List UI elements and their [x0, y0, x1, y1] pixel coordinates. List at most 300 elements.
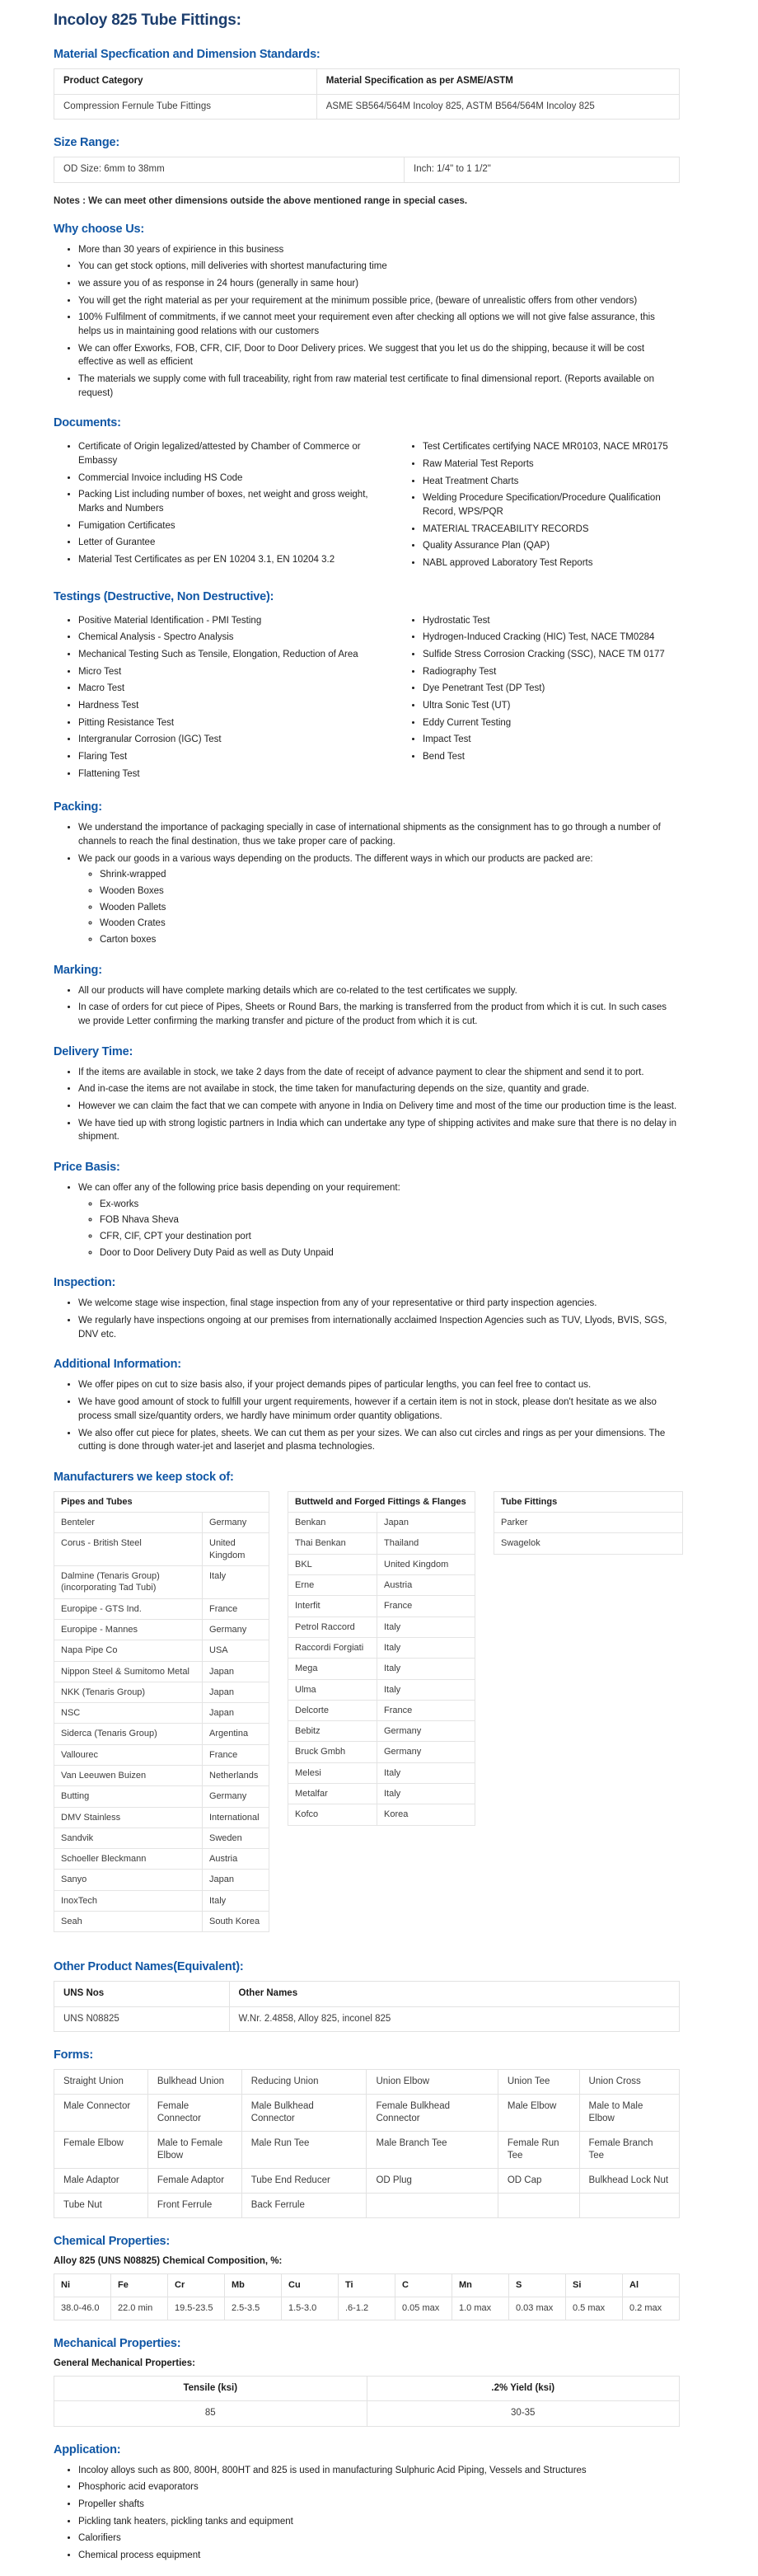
table-row [54, 1849, 269, 1870]
list-item: • NABL approved Laboratory Test Reports [423, 556, 680, 570]
list-item: • Fumigation Certificates [78, 519, 381, 533]
list-item: • Raw Material Test Reports [423, 457, 680, 472]
list-item: • 100% Fulfilment of commitments, if we cannot meet your requirement even after checking all options we will not give false assurance, this helps us in maintaining good relations with our customers [78, 311, 680, 338]
country-cell: France [203, 1598, 269, 1619]
list-item: • Incoloy alloys such as 800, 800H, 800HT and 825 is used in manufacturing Sulphuric Acid Piping, Vessels and Structures [78, 2464, 680, 2478]
country-cell: Italy [203, 1890, 269, 1911]
table-cell [367, 2194, 498, 2218]
table-cell: OD Cap [498, 2169, 579, 2194]
table-cell: ASME SB564/564M Incoloy 825, ASTM B564/564M Incoloy 825 [316, 94, 679, 120]
element-header: Al [623, 2273, 680, 2297]
manufacturer-cell: Benkan [288, 1513, 377, 1533]
country-cell: France [203, 1744, 269, 1765]
why-choose-list [54, 243, 680, 401]
list-item: • Quality Assurance Plan (QAP) [423, 539, 680, 553]
element-header: Fe [111, 2273, 168, 2297]
country-cell: USA [203, 1640, 269, 1661]
list-item-text: We pack our goods in a various ways depending on the products. The different ways in which our products are packed are: [78, 853, 593, 864]
manufacturer-cell: Van Leeuwen Buizen [54, 1766, 203, 1786]
section-heading-other-names: Other Product Names(Equivalent): [54, 1960, 244, 1974]
country-cell: Germany [203, 1513, 269, 1533]
country-cell: Italy [377, 1616, 475, 1637]
composition-value: 0.5 max [566, 2297, 623, 2320]
section-heading-material-spec: Material Specfication and Dimension Standards: [54, 48, 321, 61]
table-row [288, 1762, 475, 1783]
table-cell: W.Nr. 2.4858, Alloy 825, inconel 825 [229, 2006, 679, 2032]
table-cell: Tube Nut [54, 2194, 148, 2218]
element-header: Si [566, 2273, 623, 2297]
country-cell: Germany [203, 1786, 269, 1807]
list-item [78, 821, 680, 848]
table-row [54, 157, 680, 183]
list-item: • Heat Treatment Charts [423, 475, 680, 489]
table-cell: Bulkhead Union [147, 2070, 241, 2095]
sub-list-item: ◦ Door to Door Delivery Duty Paid as well as Duty Unpaid [100, 1246, 680, 1260]
table-cell: Straight Union [54, 2070, 148, 2095]
manufacturer-cell: Bebitz [288, 1721, 377, 1742]
application-list [54, 2464, 680, 2563]
list-item: • Hydrostatic Test [423, 614, 680, 628]
table-row [54, 2070, 680, 2095]
country-cell: Austria [203, 1849, 269, 1870]
table-row [54, 1640, 269, 1661]
list-item: • Ultra Sonic Test (UT) [423, 699, 680, 713]
list-item: • we assure you of as response in 24 hours (generally in same hour) [78, 277, 680, 291]
table-row [494, 1513, 683, 1533]
page-title: Incoloy 825 Tube Fittings: [54, 12, 241, 29]
list-item [78, 852, 680, 947]
manufacturer-cell: Ulma [288, 1679, 377, 1700]
list-item: • MATERIAL TRACEABILITY RECORDS [423, 523, 680, 537]
delivery-list [54, 1066, 680, 1144]
table-row [54, 1870, 269, 1890]
table-row [288, 1533, 475, 1554]
table-header-row [54, 1982, 680, 2007]
table-cell: Male Bulkhead Connector [241, 2095, 367, 2132]
table-row [54, 1724, 269, 1744]
marking-list [54, 984, 680, 1029]
sub-list-item: ◦ Wooden Crates [100, 917, 680, 931]
country-cell: Italy [377, 1679, 475, 1700]
list-item: • Test Certificates certifying NACE MR0103, NACE MR0175 [423, 440, 680, 454]
manufacturer-cell: Thai Benkan [288, 1533, 377, 1554]
list-item: • The materials we supply come with full traceability, right from raw material test certificate to final dimensional report. (Reports available on request) [78, 373, 680, 400]
list-item: • Flattening Test [78, 767, 381, 781]
list-item: • Macro Test [78, 682, 381, 696]
list-item: • All our products will have complete marking details which are co-related to the test certificates we supply. [78, 984, 680, 998]
list-item: • Eddy Current Testing [423, 716, 680, 730]
table-cell: OD Size: 6mm to 38mm [54, 157, 405, 183]
country-cell: South Korea [203, 1912, 269, 1932]
list-item [78, 1181, 680, 1260]
table-row [54, 1912, 269, 1932]
manufacturer-cell: Europipe - Mannes [54, 1619, 203, 1640]
composition-value: 22.0 min [111, 2297, 168, 2320]
table-title: Buttweld and Forged Fittings & Flanges [288, 1491, 475, 1512]
element-header: Mn [452, 2273, 509, 2297]
country-cell: Italy [377, 1762, 475, 1783]
section-heading-manufacturers: Manufacturers we keep stock of: [54, 1470, 234, 1484]
list-item: • More than 30 years of expirience in this business [78, 243, 680, 257]
table-cell: Female Branch Tee [579, 2132, 679, 2169]
list-item: • Intergranular Corrosion (IGC) Test [78, 733, 381, 747]
table-row [54, 1703, 269, 1724]
country-cell: Japan [377, 1513, 475, 1533]
list-item: • Chemical process equipment [78, 2549, 680, 2563]
list-item: • Radiography Test [423, 665, 680, 679]
table-row [54, 1890, 269, 1911]
size-range-table [54, 157, 680, 183]
manufacturer-cell: Europipe - GTS Ind. [54, 1598, 203, 1619]
manufacturer-cell: Dalmine (Tenaris Group) (incorporating Tad Tubi) [54, 1566, 203, 1599]
mechanical-properties-table [54, 2376, 680, 2427]
table-row [288, 1700, 475, 1720]
table-cell: Bulkhead Lock Nut [579, 2169, 679, 2194]
manufacturer-cell: Bruck Gmbh [288, 1742, 377, 1762]
country-cell: Japan [203, 1703, 269, 1724]
manufacturer-cell: Parker [494, 1513, 683, 1533]
country-cell: Germany [203, 1619, 269, 1640]
list-item: • Positive Material Identification - PMI Testing [78, 614, 381, 628]
composition-value: 0.2 max [623, 2297, 680, 2320]
table-header-row [494, 1491, 683, 1512]
table-title: Pipes and Tubes [54, 1491, 269, 1512]
sub-list-item: ◦ Carton boxes [100, 933, 680, 947]
testings-list-right [398, 614, 680, 785]
list-item: • Micro Test [78, 665, 381, 679]
column-header: Other Names [229, 1982, 679, 2007]
list-item: • We can offer Exworks, FOB, CFR, CIF, Door to Door Delivery prices. We suggest that you let us do the shipping, because it will be cost effective as well as efficient [78, 342, 680, 369]
table-cell: Female Elbow [54, 2132, 148, 2169]
table-row [288, 1637, 475, 1658]
manufacturer-cell: Melesi [288, 1762, 377, 1783]
element-header: C [395, 2273, 452, 2297]
manufacturer-cell: Delcorte [288, 1700, 377, 1720]
column-header: Tensile (ksi) [54, 2376, 367, 2401]
table-header-row [288, 1491, 475, 1512]
table-row [54, 2169, 680, 2194]
manufacturer-cell: Sandvik [54, 1828, 203, 1848]
manufacturer-cell: Kofco [288, 1804, 377, 1825]
list-item: • Pitting Resistance Test [78, 716, 381, 730]
manufacturer-cell: InoxTech [54, 1890, 203, 1911]
composition-value: 2.5-3.5 [225, 2297, 282, 2320]
table-cell: Reducing Union [241, 2070, 367, 2095]
table-cell: Union Elbow [367, 2070, 498, 2095]
sub-list-item: ◦ Wooden Boxes [100, 884, 680, 899]
table-cell: Compression Fernule Tube Fittings [54, 94, 317, 120]
table-cell: Male to Male Elbow [579, 2095, 679, 2132]
manufacturer-cell: Mega [288, 1659, 377, 1679]
country-cell: Italy [203, 1566, 269, 1599]
composition-value: 1.0 max [452, 2297, 509, 2320]
country-cell: France [377, 1700, 475, 1720]
manufacturer-cell: Corus - British Steel [54, 1533, 203, 1566]
country-cell: Korea [377, 1804, 475, 1825]
manufacturer-cell: Metalfar [288, 1784, 377, 1804]
table-row [288, 1575, 475, 1596]
documents-columns [54, 437, 680, 573]
table-row [288, 1596, 475, 1616]
section-heading-size-range: Size Range: [54, 136, 119, 150]
inspection-list [54, 1297, 680, 1341]
table-cell: Male Connector [54, 2095, 148, 2132]
sub-list-item: ◦ Ex-works [100, 1198, 680, 1212]
sub-list-item: ◦ Wooden Pallets [100, 901, 680, 915]
column-header: Product Category [54, 69, 317, 95]
manufacturer-cell: Seah [54, 1912, 203, 1932]
list-item: • If the items are available in stock, we take 2 days from the date of receipt of advance payment to clear the shipment and send it to port. [78, 1066, 680, 1080]
list-item: • Bend Test [423, 750, 680, 764]
section-heading-chemical: Chemical Properties: [54, 2234, 171, 2248]
sub-list-item: ◦ FOB Nhava Sheva [100, 1213, 680, 1227]
table-cell: Front Ferrule [147, 2194, 241, 2218]
column-header: UNS Nos [54, 1982, 230, 2007]
country-cell: Germany [377, 1742, 475, 1762]
section-heading-price-basis: Price Basis: [54, 1161, 120, 1175]
table-cell: Female Run Tee [498, 2132, 579, 2169]
element-header: Mb [225, 2273, 282, 2297]
forms-table [54, 2069, 680, 2218]
table-header-row [54, 2273, 680, 2297]
list-item: • You can get stock options, mill deliveries with shortest manufacturing time [78, 260, 680, 274]
element-header: Ti [339, 2273, 395, 2297]
table-title: Tube Fittings [494, 1491, 683, 1512]
material-spec-table [54, 68, 680, 120]
list-item: • Pickling tank heaters, pickling tanks and equipment [78, 2515, 680, 2529]
list-item: • Flaring Test [78, 750, 381, 764]
table-row [288, 1784, 475, 1804]
other-names-table [54, 1981, 680, 2032]
table-row [54, 2401, 680, 2427]
list-item: • Impact Test [423, 733, 680, 747]
table-cell: Female Bulkhead Connector [367, 2095, 498, 2132]
manufacturer-cell: NSC [54, 1703, 203, 1724]
table-cell: UNS N08825 [54, 2006, 230, 2032]
table-cell: Back Ferrule [241, 2194, 367, 2218]
table-cell [498, 2194, 579, 2218]
table-row [288, 1804, 475, 1825]
country-cell: Germany [377, 1721, 475, 1742]
section-heading-additional-info: Additional Information: [54, 1358, 181, 1372]
table-row [54, 1682, 269, 1702]
composition-value: .6-1.2 [339, 2297, 395, 2320]
documents-list-right [398, 440, 680, 573]
list-item: • Calorifiers [78, 2531, 680, 2546]
buttweld-fittings-table [288, 1491, 475, 1826]
element-header: Cu [282, 2273, 339, 2297]
list-item: • And in-case the items are not availabe in stock, the time taken for manufacturing depends on the size, quantity and grade. [78, 1082, 680, 1096]
table-header-row [54, 1491, 269, 1512]
table-row [54, 1786, 269, 1807]
country-cell: Japan [203, 1870, 269, 1890]
table-cell: Inch: 1/4" to 1 1/2" [405, 157, 680, 183]
table-row [54, 1766, 269, 1786]
table-row [54, 1807, 269, 1828]
country-cell: France [377, 1596, 475, 1616]
table-cell [579, 2194, 679, 2218]
sub-list-item: ◦ CFR, CIF, CPT your destination port [100, 1230, 680, 1244]
manufacturer-cell: BKL [288, 1554, 377, 1574]
table-row [54, 1828, 269, 1848]
element-header: Cr [168, 2273, 225, 2297]
table-row [54, 1566, 269, 1599]
composition-value: 19.5-23.5 [168, 2297, 225, 2320]
table-row [54, 1533, 269, 1566]
list-item: • Commercial Invoice including HS Code [78, 472, 381, 486]
mechanical-subtitle: General Mechanical Properties: [54, 2358, 195, 2368]
manufacturer-cell: Sanyo [54, 1870, 203, 1890]
manufacturer-cell: Benteler [54, 1513, 203, 1533]
country-cell: Argentina [203, 1724, 269, 1744]
chemical-subtitle: Alloy 825 (UNS N08825) Chemical Composition, %: [54, 2255, 283, 2266]
table-cell: Union Tee [498, 2070, 579, 2095]
table-row [54, 1619, 269, 1640]
list-item: • Sulfide Stress Corrosion Cracking (SSC), NACE TM 0177 [423, 648, 680, 662]
table-row [54, 2297, 680, 2320]
table-cell: Male Elbow [498, 2095, 579, 2132]
country-cell: International [203, 1807, 269, 1828]
element-header: Ni [54, 2273, 111, 2297]
list-item: • Welding Procedure Specification/Procedure Qualification Record, WPS/PQR [423, 491, 680, 518]
manufacturer-cell: Napa Pipe Co [54, 1640, 203, 1661]
notes-text: Notes : We can meet other dimensions outside the above mentioned range in special cases. [54, 195, 468, 206]
manufacturer-cell: Raccordi Forgiati [288, 1637, 377, 1658]
country-cell: Thailand [377, 1533, 475, 1554]
list-item: • We regularly have inspections ongoing at our premises from internationally acclaimed Inspection Agencies such as TUV, Llyods, BVIS, SGS, DNV etc. [78, 1314, 680, 1341]
table-cell: Female Connector [147, 2095, 241, 2132]
section-heading-documents: Documents: [54, 416, 121, 430]
table-row [288, 1513, 475, 1533]
table-row [54, 1744, 269, 1765]
manufacturer-cell: Nippon Steel & Sumitomo Metal [54, 1661, 203, 1682]
testings-columns [54, 611, 680, 785]
sub-list [78, 1198, 680, 1260]
table-row [288, 1659, 475, 1679]
list-item: • Packing List including number of boxes, net weight and gross weight, Marks and Numbers [78, 488, 381, 515]
list-item: • Letter of Gurantee [78, 536, 381, 550]
country-cell: United Kingdom [203, 1533, 269, 1566]
table-row [54, 1661, 269, 1682]
section-heading-forms: Forms: [54, 2048, 93, 2062]
table-row [288, 1721, 475, 1742]
column-header: .2% Yield (ksi) [367, 2376, 680, 2401]
manufacturer-cell: Vallourec [54, 1744, 203, 1765]
country-cell: Japan [203, 1682, 269, 1702]
table-row [288, 1742, 475, 1762]
list-item: • We have good amount of stock to fulfill your urgent requirements, however if a certain item is not in stock, please don't hesitate as we also process small size/quantity orders, we hardly have minimum order quantity obligations. [78, 1396, 680, 1423]
table-cell: Male to Female Elbow [147, 2132, 241, 2169]
list-item: • We welcome stage wise inspection, final stage inspection from any of your representative or third party inspection agencies. [78, 1297, 680, 1311]
list-item: • Material Test Certificates as per EN 10204 3.1, EN 10204 3.2 [78, 553, 381, 567]
sub-list [78, 868, 680, 946]
composition-value: 0.05 max [395, 2297, 452, 2320]
section-heading-testings: Testings (Destructive, Non Destructive): [54, 589, 274, 603]
list-item: • Chemical Analysis - Spectro Analysis [78, 631, 381, 645]
table-row [288, 1679, 475, 1700]
list-item-text: We can offer any of the following price basis depending on your requirement: [78, 1183, 400, 1194]
chemical-composition-table [54, 2273, 680, 2320]
list-item: • Dye Penetrant Test (DP Test) [423, 682, 680, 696]
section-heading-why-choose: Why choose Us: [54, 222, 144, 236]
tensile-value: 85 [54, 2401, 367, 2427]
list-item: • Propeller shafts [78, 2498, 680, 2512]
table-cell: Union Cross [579, 2070, 679, 2095]
table-row [54, 1598, 269, 1619]
manufacturer-cell: Petrol Raccord [288, 1616, 377, 1637]
table-row [288, 1554, 475, 1574]
list-item: • We also offer cut piece for plates, sheets. We can cut them as per your sizes. We can also cut circles and rings as per your dimensions. The cutting is done through water-jet and laserjet and plasma technologies. [78, 1427, 680, 1454]
list-item: • However we can claim the fact that we can compete with anyone in India on Delivery time and most of the time our production time is the least. [78, 1100, 680, 1114]
testings-list-left [54, 614, 398, 785]
composition-value: 0.03 max [509, 2297, 566, 2320]
country-cell: Netherlands [203, 1766, 269, 1786]
manufacturer-cell: Schoeller Bleckmann [54, 1849, 203, 1870]
list-item: • Hydrogen-Induced Cracking (HIC) Test, NACE TM0284 [423, 631, 680, 645]
section-heading-application: Application: [54, 2442, 121, 2456]
manufacturer-cell: Butting [54, 1786, 203, 1807]
table-row [54, 2006, 680, 2032]
yield-value: 30-35 [367, 2401, 680, 2427]
packing-list [54, 821, 680, 946]
pipes-tubes-table [54, 1491, 269, 1933]
sub-list-item: ◦ Shrink-wrapped [100, 868, 680, 882]
manufacturer-cell: Erne [288, 1575, 377, 1596]
manufacturer-cell: Interfit [288, 1596, 377, 1616]
table-cell: OD Plug [367, 2169, 498, 2194]
manufacturer-cell: Siderca (Tenaris Group) [54, 1724, 203, 1744]
column-header: Material Specification as per ASME/ASTM [316, 69, 679, 95]
country-cell: Italy [377, 1784, 475, 1804]
table-cell: Male Branch Tee [367, 2132, 498, 2169]
list-item-text: We understand the importance of packaging specially in case of international shipments as the consignment has to go through a number of channels to reach the final destination, thus we take proper care of packing. [78, 823, 661, 847]
table-row [54, 94, 680, 120]
manufacturer-cell: DMV Stainless [54, 1807, 203, 1828]
element-header: S [509, 2273, 566, 2297]
manufacturers-tables [54, 1491, 680, 1933]
section-heading-mechanical: Mechanical Properties: [54, 2336, 181, 2350]
manufacturer-cell: Swagelok [494, 1533, 683, 1554]
section-heading-inspection: Inspection: [54, 1276, 116, 1290]
table-row [54, 2132, 680, 2169]
list-item: • You will get the right material as per your requirement at the minimum possible price, (beware of unrealistic offers from other vendors) [78, 294, 680, 308]
table-row [494, 1533, 683, 1554]
list-item: • Phosphoric acid evaporators [78, 2480, 680, 2494]
table-cell: Male Run Tee [241, 2132, 367, 2169]
composition-value: 38.0-46.0 [54, 2297, 111, 2320]
section-heading-delivery-time: Delivery Time: [54, 1044, 133, 1058]
list-item: • Hardness Test [78, 699, 381, 713]
country-cell: Sweden [203, 1828, 269, 1848]
table-cell: Tube End Reducer [241, 2169, 367, 2194]
additional-info-list [54, 1378, 680, 1453]
table-header-row [54, 69, 680, 95]
country-cell: Austria [377, 1575, 475, 1596]
country-cell: Italy [377, 1659, 475, 1679]
list-item: • Certificate of Origin legalized/attested by Chamber of Commerce or Embassy [78, 440, 381, 467]
country-cell: Italy [377, 1637, 475, 1658]
table-row [54, 1513, 269, 1533]
tube-fittings-table [494, 1491, 683, 1555]
table-row [54, 2095, 680, 2132]
section-heading-marking: Marking: [54, 963, 102, 977]
documents-list-left [54, 440, 398, 573]
list-item: • In case of orders for cut piece of Pipes, Sheets or Round Bars, the marking is transferred from the product from which it is cut. In such cases we provide Letter confirming the marking transfer and picture of the product from which it is cut. [78, 1001, 680, 1028]
table-header-row [54, 2376, 680, 2401]
table-cell: Male Adaptor [54, 2169, 148, 2194]
list-item: • Mechanical Testing Such as Tensile, Elongation, Reduction of Area [78, 648, 381, 662]
manufacturer-cell: NKK (Tenaris Group) [54, 1682, 203, 1702]
